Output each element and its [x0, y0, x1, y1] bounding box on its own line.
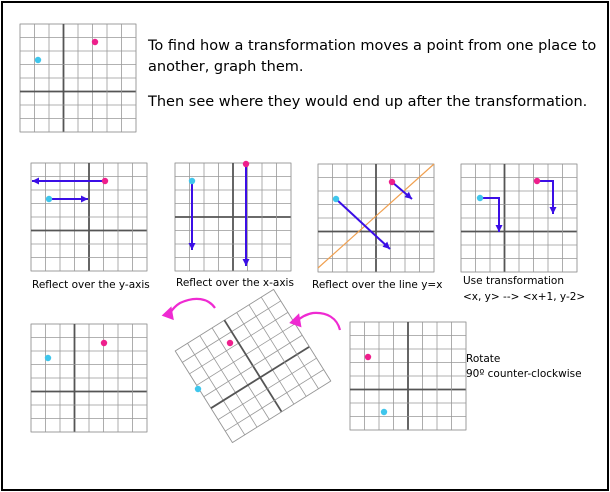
caption-reflect-y: Reflect over the y-axis — [32, 279, 150, 291]
caption-reflect-yx: Reflect over the line y=x — [312, 279, 443, 291]
grid-reflect-yx — [318, 164, 434, 272]
grid-intro — [20, 24, 136, 132]
caption-reflect-x: Reflect over the x-axis — [176, 277, 294, 289]
cyan-point — [45, 355, 51, 361]
magenta-point — [101, 340, 107, 346]
magenta-point — [365, 354, 371, 360]
magenta-point — [389, 179, 395, 185]
cyan-point — [189, 178, 195, 184]
magenta-point — [92, 39, 98, 45]
cyan-point — [333, 196, 339, 202]
caption-translate-2: <x, y> --> <x+1, y-2> — [463, 291, 586, 303]
caption-rotate-1: Rotate — [466, 353, 501, 365]
cyan-point — [477, 195, 483, 201]
grid-rotate-original — [350, 322, 466, 430]
caption-rotate-2: 90º counter-clockwise — [466, 368, 582, 380]
magenta-point — [243, 161, 249, 167]
cyan-point — [195, 386, 201, 392]
grid-reflect-x — [175, 161, 291, 271]
cyan-point — [35, 57, 41, 63]
grid-rotated-result — [31, 324, 147, 432]
intro-line-2: another, graph them. — [148, 59, 304, 75]
grid-reflect-y — [31, 163, 147, 271]
intro-line-1: To find how a transformation moves a point from one place to — [148, 38, 597, 54]
intro-line-3: Then see where they would end up after the transformation. — [148, 94, 588, 110]
magenta-point — [227, 340, 233, 346]
magenta-point — [534, 178, 540, 184]
magenta-point — [102, 178, 108, 184]
cyan-point — [381, 409, 387, 415]
caption-translate-1: Use transformation — [463, 275, 564, 287]
grid-translate — [461, 164, 577, 272]
cyan-point — [46, 196, 52, 202]
